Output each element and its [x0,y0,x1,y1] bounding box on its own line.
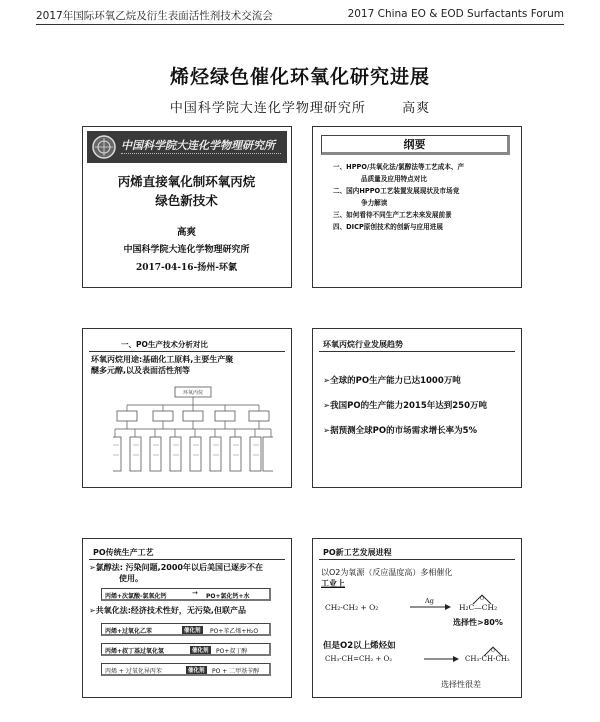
trend-bullet-text: 我国PO的生产能力2015年达到250万吨 [330,401,487,411]
slide6-intro-line: 以O2为氧源（反应温度高）多相催化 [321,568,453,577]
eq2-product: CH₃-CH-CH₂ [465,655,510,663]
po-uses-tree-diagram [113,385,273,485]
outline-item: 品质量及应用特点对比 [361,175,427,183]
arrow-right-icon: → [192,589,198,597]
slide1-title-line1: 丙烯直接氧化制环氧丙烷 [117,174,256,189]
slide-industry-trend [312,328,522,488]
outline-item: 一、HPPO/共氧化法/氯醇法等工艺成本、产 [333,163,465,171]
reaction-products: PO+叔丁醇 [216,648,248,655]
trend-bullet [323,399,487,411]
trend-bullet [323,424,477,436]
reaction-products: PO+氯化钙+水 [206,593,250,600]
arrow-bullet-icon: ➢ [323,376,331,386]
slide1-presenter: 高爽 [176,227,196,238]
slide-traditional-process [82,538,292,698]
chlorohydrin-text-cont: 使用。 [119,574,143,583]
outline-item: 四、DICP原创技术的创新与应用进展 [333,223,443,231]
reaction-box-tbhp [101,643,271,656]
reaction-box-eb [101,623,271,636]
trend-bullet [323,374,461,386]
cas-emblem-icon [91,134,117,160]
catalyst-badge: 催化剂 [192,648,209,654]
reaction-products: PO+苯乙烯+H₂O [210,628,259,635]
reaction-reactants: 丙烯 + 过氧化异丙苯 [105,668,162,675]
reaction-arrow-icon [409,602,453,612]
slide1-date-place: 2017-04-16-扬州-环氯 [135,263,238,273]
reaction-box-chlorohydrin [101,588,271,601]
cooxidation-bullet [89,605,246,616]
arrow-bullet-icon: ➢ [323,426,331,436]
header-left: 2017年国际环氧乙烷及衍生表面活性剂技术交流会 [36,10,273,22]
arrow-bullet-icon: ➢ [89,563,96,572]
slide1-title-line2: 绿色新技术 [155,193,218,208]
trend-bullet-text: 全球的PO生产能力已达1000万吨 [330,376,461,386]
catalyst-badge: 催化剂 [184,628,201,634]
slide6-subheading: 但是O2以上烯烃如 [323,641,396,651]
slide4-heading: 环氧丙烷行业发展趋势 [323,340,403,349]
svg-text:O: O [480,597,484,602]
slide1-institute: 中国科学院大连化学物理研究所 [123,245,250,255]
logo-banner [87,131,287,163]
eq1-catalyst: Ag [425,597,434,605]
reaction-reactants: 丙烯+叔丁基过氧化氢 [105,648,165,655]
outline-item: 争力解读 [361,199,388,207]
slide-outline [312,126,522,288]
chlorohydrin-text: 氯醇法: 污染问题,2000年以后美国已逐步不在 [95,563,263,572]
slide-po-analysis [82,328,292,488]
header-right: 2017 China EO & EOD Surfactants Forum [347,8,564,20]
slide5-rule [89,559,285,560]
selectivity-good: 选择性>80% [453,618,503,627]
eq1-reactants: CH₂-CH₂ + O₂ [325,603,379,612]
slide6-rule [319,559,515,560]
trend-bullet-text: 据预测全球PO的市场需求增长率为5% [330,426,478,436]
slide6-heading: PO新工艺发展进程 [323,548,392,557]
reaction-products: PO + 二甲基苄醇 [212,668,260,675]
slide5-heading: PO传统生产工艺 [93,548,154,557]
outline-item: 三、如何看待不同生产工艺未来发展前景 [333,211,452,219]
reaction-reactants: 丙烯+次氯酸-氯氧化钙 [105,593,167,600]
selectivity-poor: 选择性很差 [441,680,481,689]
slide3-text-line: 环氧丙烷用途:基础化工原料,主要生产聚 [91,355,234,364]
outline-heading: 纲要 [321,135,510,155]
logo-text: 中国科学院大连化学物理研究所 [121,139,275,152]
slide3-rule [89,351,285,352]
slide6-intro [321,567,452,589]
slide-title [82,126,292,288]
chlorohydrin-bullet [89,562,263,584]
slide3-text [91,354,233,376]
reaction-box-chp [101,663,271,676]
arrow-bullet-icon: ➢ [89,606,96,615]
article-title: 烯烃绿色催化环氧化研究进展 [169,66,430,88]
slide3-heading: 一、PO生产技术分析对比 [121,340,208,349]
article-author-line [0,97,600,116]
arrow-bullet-icon: ➢ [323,401,331,411]
author-name: 高爽 [402,101,431,116]
reaction-reactants: 丙烯+过氧化乙苯 [105,628,153,635]
logo-subtext [121,153,281,158]
reaction-arrow-icon [423,654,463,664]
slide6-intro-line: 工业上 [321,579,345,588]
eq2-reactants: CH₃-CH=CH₂ + O₂ [325,655,393,663]
eq1-product: H₂C—CH₂ [459,603,498,612]
cooxidation-text: 共氧化法:经济技术性好，无污染,但联产品 [95,606,246,615]
slide4-rule [319,351,515,352]
catalyst-badge: 催化剂 [188,668,205,674]
outline-item: 二、国内HPPO工艺装置发展现状及市场竞 [333,187,460,195]
slide3-text-line: 醚多元醇,以及表面活性剂等 [91,366,191,375]
header-divider [36,24,564,25]
affiliation: 中国科学院大连化学物理研究所 [169,101,366,116]
svg-text:O: O [491,649,495,654]
outline-list [333,161,464,233]
tree-root-label: 环氧丙烷 [182,390,204,396]
slide-new-process [312,538,522,698]
